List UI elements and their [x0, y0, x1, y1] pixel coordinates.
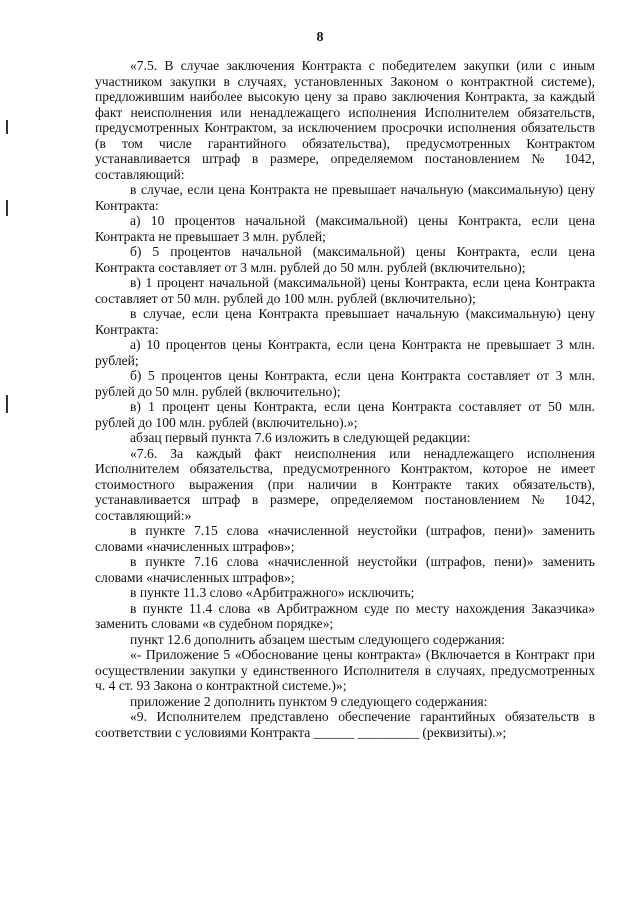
paragraph: «7.6. За каждый факт неисполнения или ненадлежащего исполнения Исполнителем обязательства, предусмотренного Контрактом, которое не имеет стоимостного выражения (при наличии в Контракте таких обязательств), устанавливается штраф в размере, определяемом постановлением № 1042, составляющий:» — [95, 445, 595, 523]
paragraph: приложение 2 дополнить пунктом 9 следующего содержания: — [130, 693, 488, 709]
paragraph: пункт 12.6 дополнить абзацем шестым следующего содержания: — [130, 631, 506, 647]
paragraph: в пункте 11.3 слово «Арбитражного» исключить; — [130, 585, 415, 600]
paragraph: «7.5. В случае заключения Контракта с победителем закупки (или с иным участником закупки в случаях, установленных Законом о контрактной системе), предложившим наиболее высокую цену за право заключения Контракта, за каждый факт неисполнения или ненадлежащего исполнения Исполнителем обязательств, предусмотренных Контрактом, за исключением просрочки исполнения обязательств (в том числе гарантийного обязательства), предусмотренных Контрактом устанавливается штраф в размере, определяемом постановлением № 1042, составляющий: — [95, 58, 595, 182]
paragraph: «9. Исполнителем представлено обеспечение гарантийных обязательств в соответствии с условиями Контракта ______ _________ (реквизиты).»; — [95, 709, 595, 740]
paragraph: «- Приложение 5 «Обоснование цены контракта» (Включается в Контракт при осуществлении закупки у единственного Исполнителя в случаях, предусмотренных ч. 4 ст. 93 Закона о контрактной системе.)»; — [95, 647, 595, 693]
paragraph: в пункте 7.15 слова «начисленной неустойки (штрафов, пени)» заменить словами «начисленных штрафов»; — [95, 523, 595, 554]
paragraph: в случае, если цена Контракта не превышает начальную (максимальную) цену Контракта: — [95, 182, 595, 213]
margin-mark — [6, 200, 8, 216]
paragraph: абзац первый пункта 7.6 изложить в следующей редакции: — [130, 430, 471, 445]
paragraph: в случае, если цена Контракта превышает начальную (максимальную) цену Контракта: — [95, 306, 595, 337]
paragraph: а) 10 процентов начальной (максимальной) цены Контракта, если цена Контракта не превышает 3 млн. рублей; — [95, 213, 595, 244]
paragraph: в) 1 процент цены Контракта, если цена Контракта составляет от 50 млн. рублей до 100 млн. рублей (включительно).»; — [95, 399, 595, 430]
paragraph: в пункте 7.16 слова «начисленной неустойки (штрафов, пени)» заменить словами «начисленных штрафов»; — [95, 554, 595, 585]
paragraph: в) 1 процент начальной (максимальной) цены Контракта, если цена Контракта составляет от 50 млн. рублей до 100 млн. рублей (включительно); — [95, 275, 595, 306]
page-number: 8 — [316, 30, 324, 45]
paragraph: б) 5 процентов начальной (максимальной) цены Контракта, если цена Контракта составляет от 3 млн. рублей до 50 млн. рублей (включительно); — [95, 244, 595, 275]
margin-mark — [6, 395, 8, 413]
margin-mark — [6, 120, 8, 134]
paragraph: б) 5 процентов цены Контракта, если цена Контракта составляет от 3 млн. рублей до 50 млн. рублей (включительно); — [95, 368, 595, 399]
document-body — [95, 58, 595, 740]
paragraph: в пункте 11.4 слова «в Арбитражном суде по месту нахождения Заказчика» заменить словами «в судебном порядке»; — [95, 600, 595, 631]
paragraph: а) 10 процентов цены Контракта, если цена Контракта не превышает 3 млн. рублей; — [95, 337, 595, 368]
